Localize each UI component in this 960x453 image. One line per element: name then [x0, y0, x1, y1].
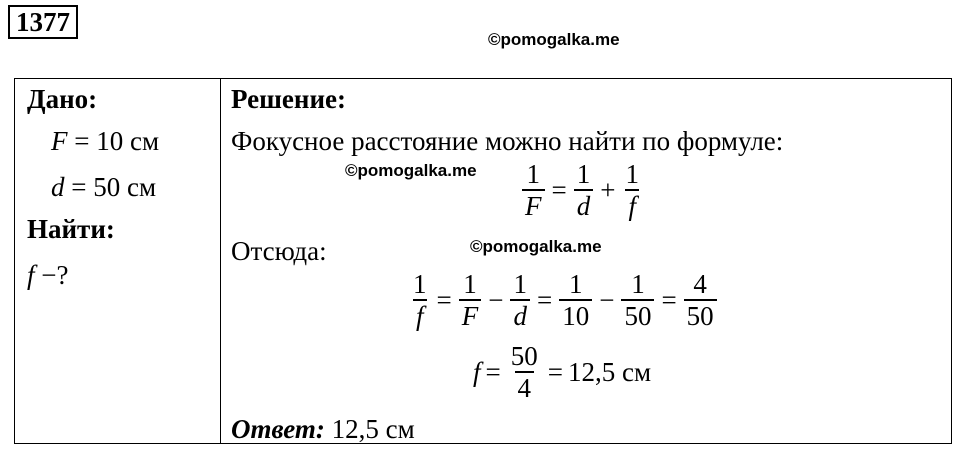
problem-number: 1377 [8, 5, 78, 39]
given-line-focal [51, 125, 159, 157]
find-heading: Найти: [27, 214, 115, 244]
frac-b: $\frac{1}{F}$ [459, 269, 482, 331]
frac-50-over-4: $\frac{50}{4}$ [510, 341, 538, 403]
column-divider [220, 79, 221, 443]
watermark-middle-2: ©pomogalka.me [470, 237, 602, 256]
given-heading: Дано: [27, 84, 98, 114]
derived-formula: $\frac{1}{f}$ = $\frac{1}{F}$ − $\frac{1}{d}$ = $\frac{1}{10}$ − $\frac{1}{50}$ = $\frac{4}{50}$ [408, 269, 719, 331]
find-line [27, 259, 68, 291]
given-eq-1: = [74, 126, 90, 156]
given-line-distance [51, 171, 156, 203]
given-value-F: 10 см [96, 126, 160, 156]
frac-d: $\frac{1}{10}$ [559, 269, 592, 331]
frac-1-over-d: $\frac{1}{d}$ [574, 159, 594, 221]
watermark-top: ©pomogalka.me [488, 30, 620, 49]
frac-1-over-f: $\frac{1}{f}$ [625, 159, 639, 221]
given-eq-2: = [71, 172, 87, 202]
frac-c: $\frac{1}{d}$ [510, 269, 530, 331]
solution-intro: Фокусное расстояние можно найти по формуле: [231, 126, 784, 156]
frac-a: $\frac{1}{f}$ [413, 269, 427, 331]
solution-table [14, 78, 952, 444]
given-value-d: 50 см [93, 172, 157, 202]
answer-label: Ответ: [231, 414, 325, 444]
find-question: −? [41, 260, 69, 290]
hence-label: Отсюда: [231, 236, 327, 266]
given-var-F: F [51, 126, 68, 156]
answer-value: 12,5 см [331, 414, 415, 444]
watermark-middle-1: ©pomogalka.me [345, 161, 477, 180]
given-var-d: d [51, 172, 65, 202]
lens-formula: $\frac{1}{F}$ = $\frac{1}{d}$ + $\frac{1}{f}$ [520, 159, 644, 221]
frac-e: $\frac{1}{50}$ [621, 269, 654, 331]
solution-heading: Решение: [231, 84, 346, 114]
find-var-f: f [27, 260, 35, 290]
frac-f: $\frac{4}{50}$ [684, 269, 717, 331]
answer-line [231, 413, 415, 445]
result-formula: f = $\frac{50}{4}$ = 12,5 см [473, 341, 652, 403]
frac-1-over-F: $\frac{1}{F}$ [522, 159, 545, 221]
